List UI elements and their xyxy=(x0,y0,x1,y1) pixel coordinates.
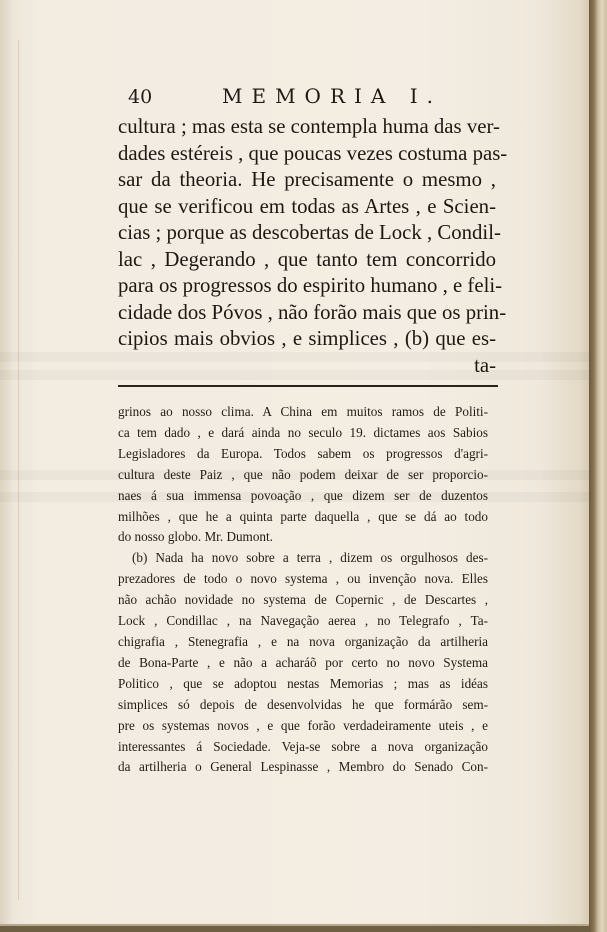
running-head-title: MEMORIA I. xyxy=(222,84,442,108)
page-number: 40 xyxy=(128,86,153,108)
footnote-b xyxy=(118,548,488,778)
footnote-line: não achão novidade no systema de Copernic , de Descartes , xyxy=(118,592,488,608)
book-gutter xyxy=(589,0,607,932)
catchword: ta- xyxy=(474,353,496,377)
footnote-line: interessantes á Sociedade. Veja-se sobre a nova organização xyxy=(118,738,488,754)
body-line: que se verificou em todas as Artes , e Scien- xyxy=(118,194,496,218)
body-line: cipios mais obvios , e simplices , (b) que es- xyxy=(118,327,496,350)
body-line: cidade dos Póvos , não forão mais que os prin- xyxy=(118,300,507,324)
body-line: cias ; porque as descobertas de Lock , Condil- xyxy=(118,221,501,244)
body-line: dades estéreis , que poucas vezes costuma pas- xyxy=(118,141,508,165)
footnote-line: da artilheria o General Lespinasse , Membro do Senado Con- xyxy=(118,759,488,775)
body-line: para os progressos do espirito humano , e feli- xyxy=(118,274,503,297)
body-text xyxy=(118,114,508,379)
footnote-line: prezadores de todo o novo systema , ou invenção nova. Elles xyxy=(118,571,488,587)
footnote-line: pre os systemas novos , e que forão verdadeiramente uteis , e xyxy=(118,717,488,733)
footnote-rule xyxy=(118,385,498,387)
footnote-line: (b) Nada ha novo sobre a terra , dizem os orgulhosos des- xyxy=(132,550,488,566)
footnote-line: milhões , que he a quinta parte daquella , que se dá ao todo xyxy=(118,508,488,524)
footnote-line: do nosso globo. Mr. Dumont. xyxy=(118,529,273,545)
footnote-line: Politico , que se adoptou nestas Memorias ; mas as idéas xyxy=(118,675,488,691)
footnote-line: de Bona-Parte , e não a acharáõ por certo no novo Systema xyxy=(118,654,488,670)
footnote-line: Legisladores da Europa. Todos sabem os progressos d'agri- xyxy=(118,445,488,461)
footnote-line: chigrafia , Stenegrafia , e na nova organização da artilheria xyxy=(118,633,488,649)
body-line: cultura ; mas esta se contempla huma das ver- xyxy=(118,115,500,138)
footnote-line: grinos ao nosso clima. A China em muitos ramos de Politi- xyxy=(118,404,488,419)
body-line: lac , Degerando , que tanto tem concorrido xyxy=(118,247,496,271)
footnote-line: cultura deste Paiz , que não podem deixar de ser proporcio- xyxy=(118,466,488,482)
running-head xyxy=(128,84,498,112)
footnote-line: naes á sua immensa povoação , que dizem ser de duzentos xyxy=(118,487,488,503)
footnote-line: simplices só depois de desenvolvidas he que formárão sem- xyxy=(118,696,488,712)
footnote-line: Lock , Condillac , na Navegação aerea , no Telegrafo , Ta- xyxy=(118,613,488,629)
footnotes xyxy=(118,402,488,778)
footnote-line: ca tem dado , e dará ainda no seculo 19. dictames aos Sabios xyxy=(118,424,488,440)
footnote-continued xyxy=(118,402,488,548)
body-line: sar da theoria. He precisamente o mesmo , xyxy=(118,168,496,191)
